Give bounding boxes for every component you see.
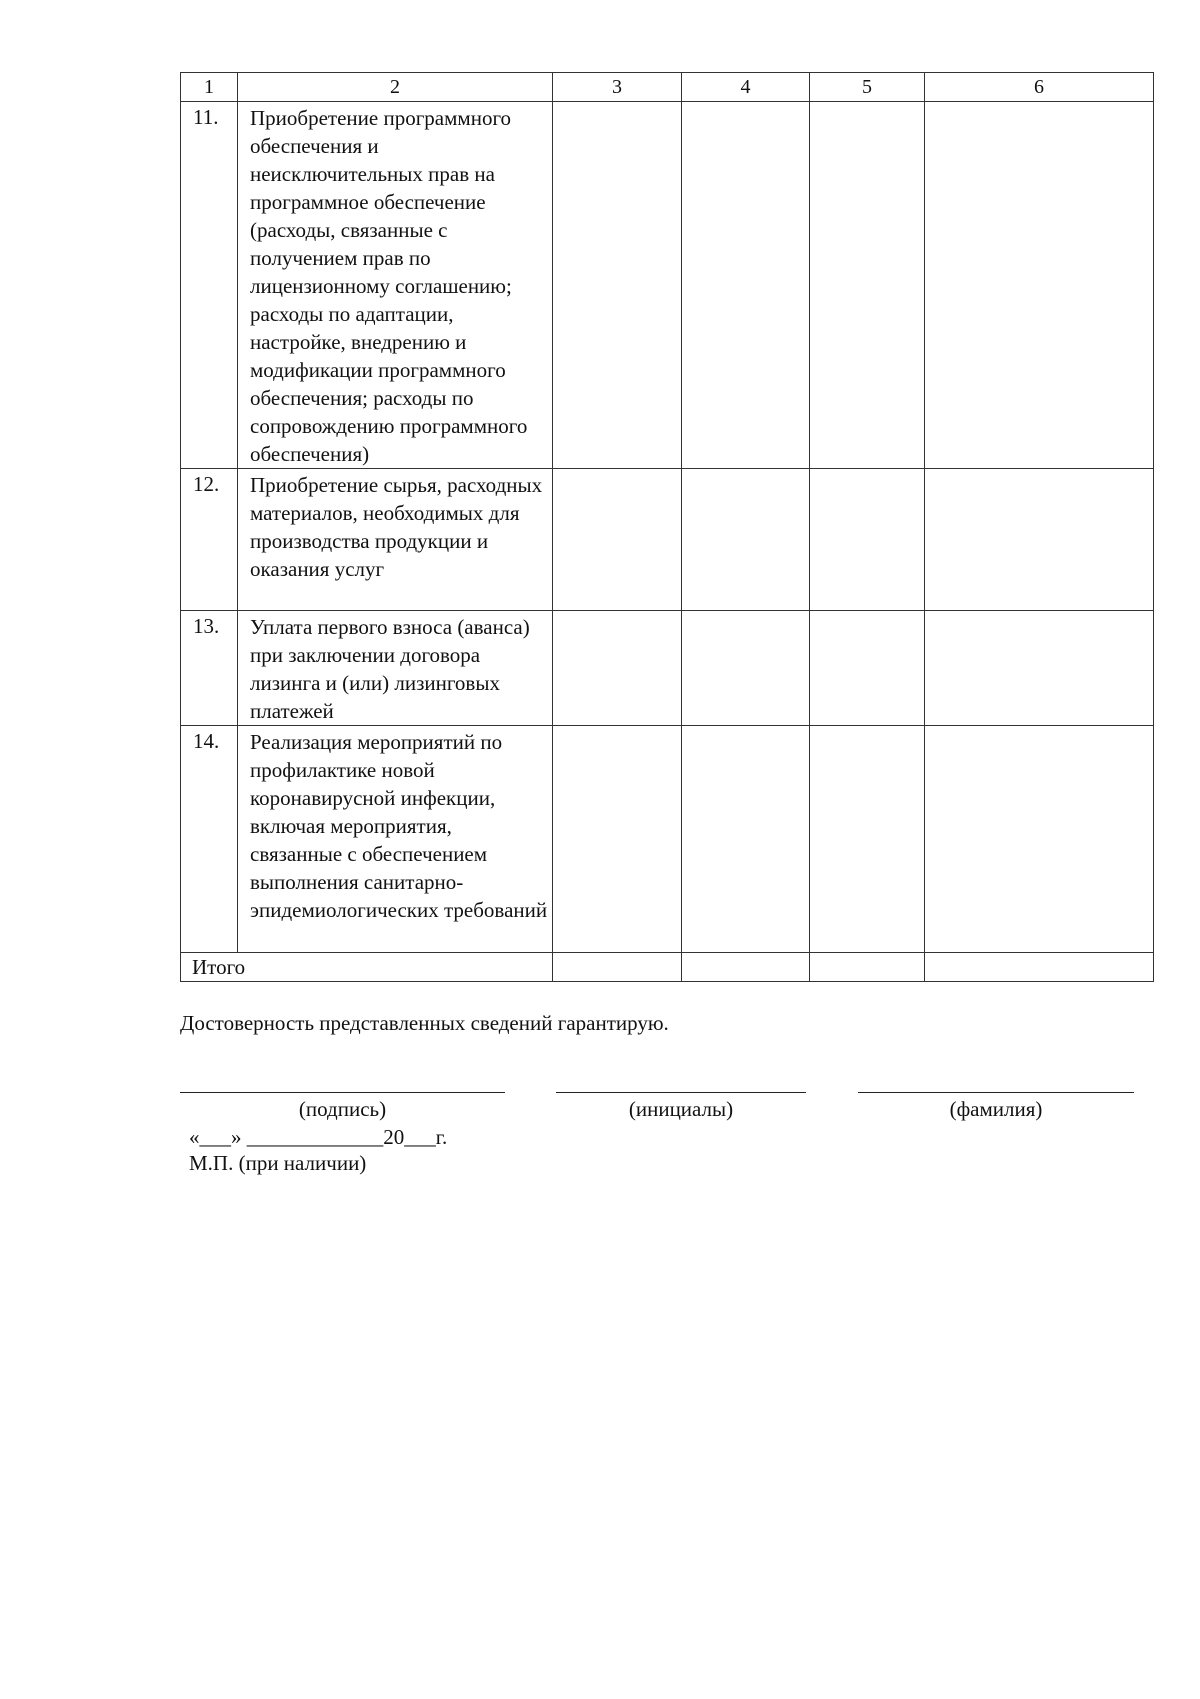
initials-line [556,1092,806,1093]
surname-label: (фамилия) [949,1097,1043,1121]
row-cell-6 [925,726,1154,953]
total-row [181,953,1154,982]
seal-note: М.П. (при наличии) [189,1151,367,1175]
row-cell-5 [810,102,925,469]
row-number: 13. [181,611,238,726]
table-row [181,611,1154,726]
initials-label: (инициалы) [628,1097,734,1121]
column-header-5: 5 [810,73,925,102]
row-description: Приобретение программного обеспечения и неисключительных прав на программное обеспечение (расходы, связанные с получением прав по лицензионному соглашению; расходы по адаптации, настройке, внедрению и модификации программного обеспечения; расходы по сопровождению программного обеспечения) [238,102,553,469]
column-header-3: 3 [553,73,682,102]
row-number: 11. [181,102,238,469]
total-cell-5 [810,953,925,982]
signature-label: (подпись) [298,1097,387,1121]
surname-line [858,1092,1134,1093]
row-cell-5 [810,726,925,953]
row-cell-4 [682,611,810,726]
row-cell-6 [925,469,1154,611]
row-cell-3 [553,726,682,953]
date-line: «___» _____________20___г. [189,1125,448,1149]
total-cell-6 [925,953,1154,982]
row-cell-6 [925,611,1154,726]
column-header-4: 4 [682,73,810,102]
table-header-row [181,73,1154,102]
guarantee-statement: Достоверность представленных сведений гарантирую. [180,1011,669,1035]
row-cell-5 [810,611,925,726]
total-cell-3 [553,953,682,982]
row-number: 12. [181,469,238,611]
row-cell-4 [682,469,810,611]
column-header-6: 6 [925,73,1154,102]
expenses-table [180,72,1154,982]
column-header-1: 1 [181,73,238,102]
row-cell-6 [925,102,1154,469]
row-cell-4 [682,102,810,469]
row-description: Приобретение сырья, расходных материалов, необходимых для производства продукции и оказания услуг [238,469,553,611]
row-cell-3 [553,611,682,726]
column-header-2: 2 [238,73,553,102]
table-row [181,469,1154,611]
row-cell-3 [553,469,682,611]
row-number: 14. [181,726,238,953]
total-cell-4 [682,953,810,982]
row-description: Уплата первого взноса (аванса) при заключении договора лизинга и (или) лизинговых платежей [238,611,553,726]
table-row [181,102,1154,469]
signature-line [180,1092,505,1093]
table-row [181,726,1154,953]
total-label: Итого [181,953,553,982]
row-cell-4 [682,726,810,953]
row-cell-5 [810,469,925,611]
row-description: Реализация мероприятий по профилактике новой коронавирусной инфекции, включая мероприятия, связанные с обеспечением выполнения санитарно-эпидемиологических требований [238,726,553,953]
row-cell-3 [553,102,682,469]
